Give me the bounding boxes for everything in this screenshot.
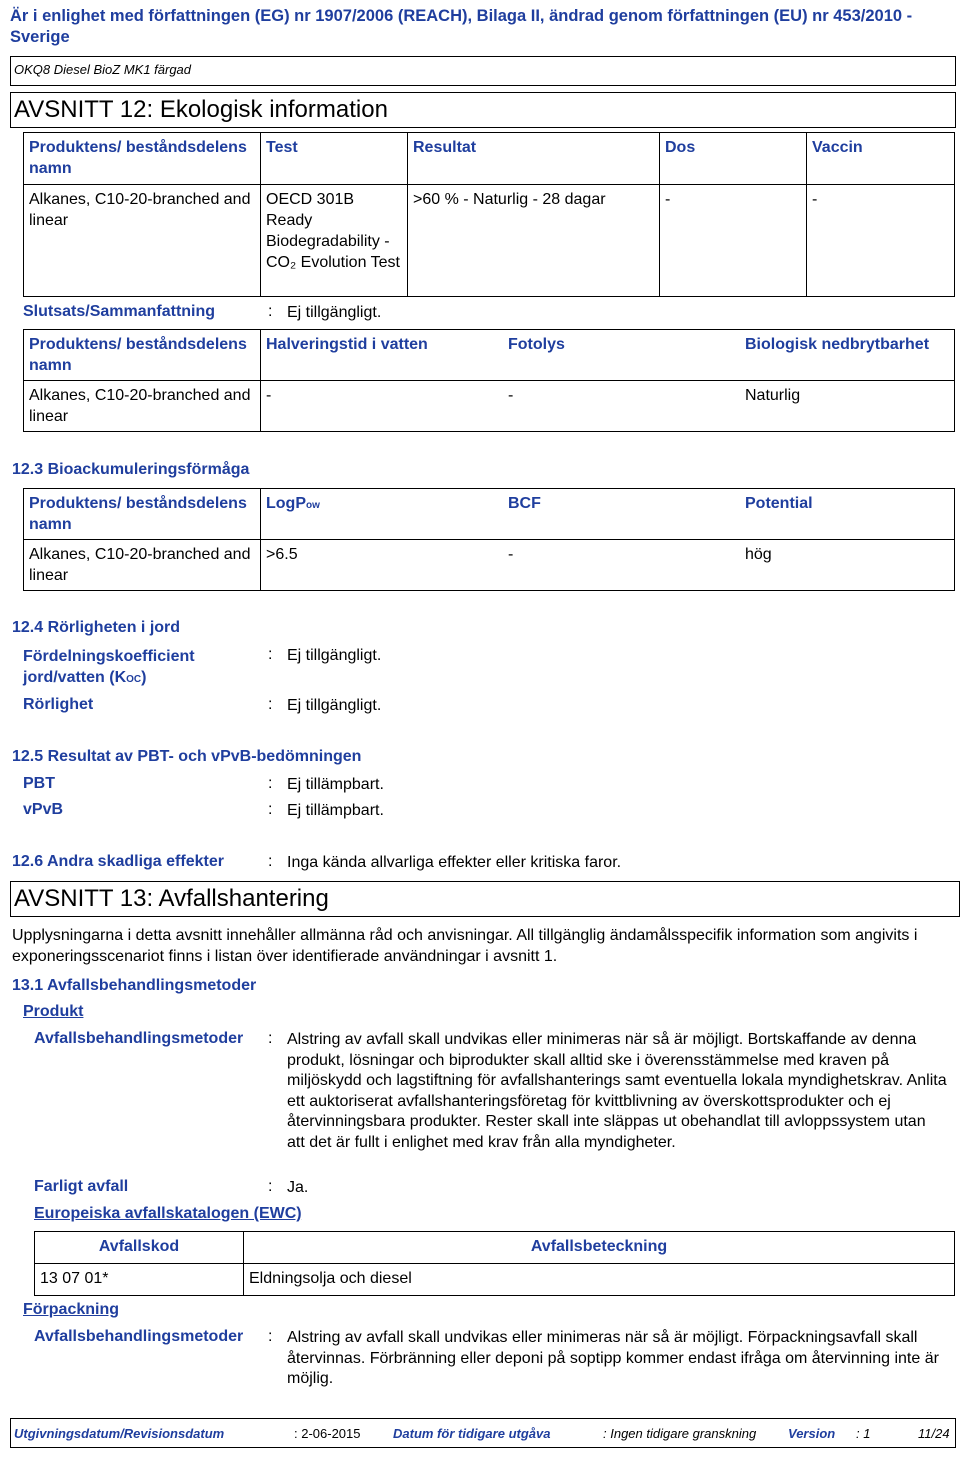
- table-header-row: [24, 133, 955, 185]
- col-header-test: Test: [261, 133, 408, 185]
- footer-prev-label: Datum för tidigare utgåva: [393, 1426, 551, 1441]
- cell-halflife: -: [261, 381, 504, 432]
- section-12-title: AVSNITT 12: Ekologisk information: [14, 96, 388, 123]
- conclusion-label: Slutsats/Sammanfattning: [23, 303, 216, 320]
- koc-label: [23, 646, 243, 690]
- bio-table: [23, 488, 955, 591]
- col-header-dose: Dos: [660, 133, 807, 185]
- other-effects-value: Inga kända allvarliga effekter eller kritiska faror.: [287, 854, 622, 871]
- ewc-table: [34, 1231, 955, 1296]
- koc-subscript: OC: [126, 674, 142, 685]
- col-header-biodeg: Biologisk nedbrytbarhet: [740, 330, 955, 381]
- cell-dose: -: [660, 185, 807, 297]
- degradation-table: [23, 132, 955, 297]
- pack-methods-colon: :: [268, 1328, 273, 1345]
- logp-subscript: ow: [306, 500, 320, 511]
- col-header-bcf: BCF: [503, 489, 740, 540]
- methods-value: Alstring av avfall skall undvikas eller minimeras när så är möjligt. Bortskaffande av denna produkt, lösningar och biprodukter skall alltid ske i överensstämmelse med kraven på miljöskydd och lagstiftning för avfallshanterings samt eventuella lokala myndighetskrav. Anlita ett auktoriserat avfallshanteringsföretag för kvittblivning av överskottsprodukter och ej återvinningsbara produkter. Rester skall inte släppas ut obehandlat till avloppssystem utan att det är fullt i enlighet med krav från alla myndigheter.: [287, 1031, 947, 1151]
- koc-label-close: ): [141, 669, 147, 686]
- methods-colon: :: [268, 1030, 273, 1047]
- mobility-colon: :: [268, 696, 273, 713]
- pbt-colon: :: [268, 775, 273, 792]
- section-12-title-box: [10, 92, 956, 128]
- koc-label-text: Fördelningskoefficient jord/vatten (K: [23, 648, 195, 686]
- footer-date-label: Utgivningsdatum/Revisionsdatum: [14, 1426, 225, 1441]
- product-subheading: Produkt: [23, 1003, 84, 1020]
- mobility-value: Ej tillgängligt.: [287, 697, 382, 714]
- hazardous-colon: :: [268, 1178, 273, 1195]
- cell-bcf: -: [503, 540, 740, 591]
- cell-result: >60 % - Naturlig - 28 dagar: [408, 185, 660, 297]
- methods-label: Avfallsbehandlingsmetoder: [34, 1030, 244, 1047]
- pbt-value: Ej tillämpbart.: [287, 776, 384, 793]
- table-header-row: [24, 330, 955, 381]
- col-header-potential: Potential: [740, 489, 955, 540]
- col-header-logp: [261, 489, 504, 540]
- page-footer: [10, 1418, 956, 1448]
- footer-version-value: : 1: [856, 1426, 871, 1441]
- table-row: [24, 540, 955, 591]
- col-header-vaccine: Vaccin: [807, 133, 955, 185]
- packaging-subheading: Förpackning: [23, 1301, 120, 1318]
- col-header-photolysis: Fotolys: [503, 330, 740, 381]
- table-header-row: [24, 489, 955, 540]
- table-header-row: [35, 1232, 955, 1264]
- cell-code: 13 07 01*: [35, 1264, 244, 1296]
- pbt-title: 12.5 Resultat av PBT- och vPvB-bedömningen: [12, 748, 362, 765]
- bio-title: 12.3 Bioackumuleringsförmåga: [12, 461, 250, 478]
- pbt-label: PBT: [23, 775, 55, 792]
- cell-desc: Eldningsolja och diesel: [244, 1264, 955, 1296]
- cell-biodeg: Naturlig: [740, 381, 955, 432]
- product-name: OKQ8 Diesel BioZ MK1 färgad: [14, 62, 192, 77]
- document-header-title: Är i enlighet med författningen (EG) nr 1907/2006 (REACH), Bilaga II, ändrad genom författningen (EU) nr 453/2010 - Sverige: [10, 7, 913, 46]
- footer-date-value: : 2-06-2015: [294, 1426, 361, 1441]
- vpvb-value: Ej tillämpbart.: [287, 802, 384, 819]
- col-header-code: Avfallskod: [35, 1232, 244, 1264]
- pack-methods-value: Alstring av avfall skall undvikas eller minimeras när så är möjligt. Förpackningsavfall skall återvinnas. Förbränning eller deponi på soptipp kommer endast ifråga om återvinning inte är möjlig.: [287, 1329, 939, 1387]
- col-header-desc: Avfallsbeteckning: [244, 1232, 955, 1264]
- cell-test: OECD 301B Ready Biodegradability - CO₂ Evolution Test: [261, 185, 408, 297]
- cell-logp: >6.5: [261, 540, 504, 591]
- mobility-label: Rörlighet: [23, 696, 94, 713]
- logp-label: LogP: [266, 495, 306, 512]
- col-header-halflife: Halveringstid i vatten: [261, 330, 504, 381]
- section-13-title: AVSNITT 13: Avfallshantering: [14, 885, 329, 912]
- cell-name: Alkanes, C10-20-branched and linear: [24, 540, 261, 591]
- footer-version-label: Version: [788, 1426, 836, 1441]
- hazardous-value: Ja.: [287, 1179, 309, 1196]
- col-header-name: Produktens/ beståndsdelens namn: [24, 133, 261, 185]
- koc-colon: :: [268, 646, 273, 663]
- soil-title: 12.4 Rörligheten i jord: [12, 619, 181, 636]
- halflife-table: [23, 329, 955, 432]
- cell-name: Alkanes, C10-20-branched and linear: [24, 185, 261, 297]
- col-header-result: Resultat: [408, 133, 660, 185]
- col-header-name: Produktens/ beståndsdelens namn: [24, 330, 261, 381]
- ewc-label: Europeiska avfallskatalogen (EWC): [34, 1205, 302, 1222]
- hazardous-label: Farligt avfall: [34, 1178, 129, 1195]
- vpvb-label: vPvB: [23, 801, 64, 818]
- section-13-title-box: [10, 881, 960, 917]
- pack-methods-label: Avfallsbehandlingsmetoder: [34, 1328, 244, 1345]
- waste-methods-title: 13.1 Avfallsbehandlingsmetoder: [12, 977, 257, 994]
- table-row: [24, 381, 955, 432]
- table-row: [24, 185, 955, 297]
- table-row: [35, 1264, 955, 1296]
- cell-potential: hög: [740, 540, 955, 591]
- cell-name: Alkanes, C10-20-branched and linear: [24, 381, 261, 432]
- footer-prev-value: : Ingen tidigare granskning: [603, 1426, 757, 1441]
- col-header-name: Produktens/ beståndsdelens namn: [24, 489, 261, 540]
- conclusion-colon: :: [268, 303, 273, 320]
- conclusion-value: Ej tillgängligt.: [287, 304, 382, 321]
- koc-value: Ej tillgängligt.: [287, 647, 382, 664]
- cell-vaccine: -: [807, 185, 955, 297]
- product-name-box: [10, 56, 956, 86]
- section-13-intro: Upplysningarna i detta avsnitt innehåller allmänna råd och anvisningar. All tillgänglig ändamålsspecifik information som angivits i exponeringsscenariot finns i listan över identifierade användningar i avsnitt 1.: [12, 927, 918, 965]
- footer-page-number: 11/24: [918, 1426, 950, 1441]
- other-effects-label: 12.6 Andra skadliga effekter: [12, 853, 224, 870]
- cell-photolysis: -: [503, 381, 740, 432]
- vpvb-colon: :: [268, 801, 273, 818]
- other-effects-colon: :: [268, 853, 273, 870]
